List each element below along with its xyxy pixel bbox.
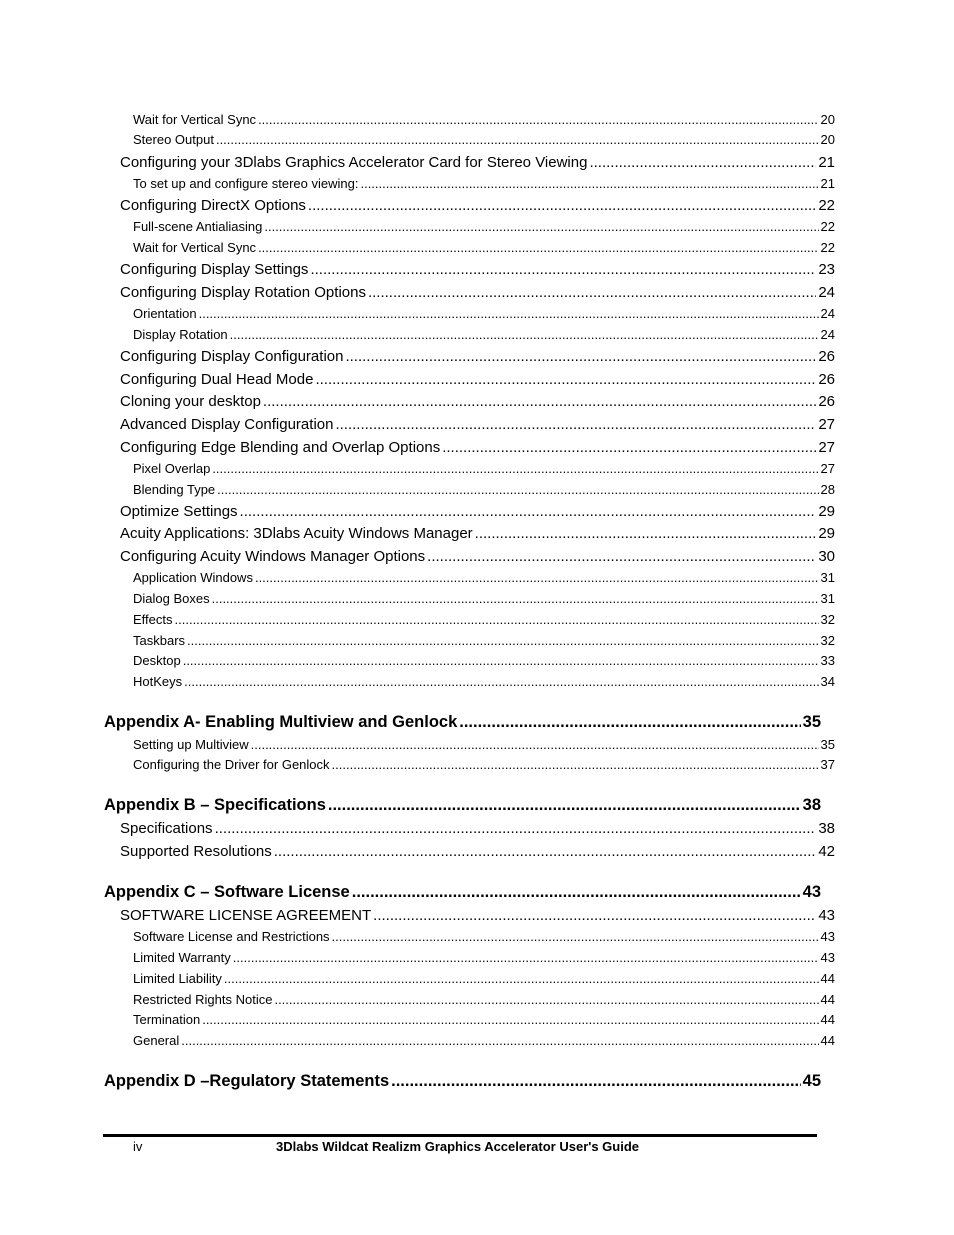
toc-entry[interactable] (120, 348, 835, 365)
toc-entry-page: 43 (818, 907, 835, 924)
toc-leader-dots (332, 757, 819, 772)
toc-entry-page: 38 (818, 820, 835, 837)
toc-entry-title: Configuring Dual Head Mode (120, 371, 314, 388)
toc-leader-dots (264, 219, 818, 234)
toc-entry[interactable] (133, 570, 835, 585)
toc-entry-title: Restricted Rights Notice (133, 992, 273, 1007)
toc-entry[interactable] (133, 240, 835, 255)
toc-entry-title: Specifications (120, 820, 213, 837)
toc-entry-page: 44 (820, 992, 835, 1007)
toc-entry[interactable] (133, 612, 835, 627)
toc-entry[interactable] (133, 674, 835, 689)
toc-leader-dots (230, 327, 819, 342)
toc-leader-dots (475, 525, 817, 542)
toc-entry[interactable] (133, 327, 835, 342)
toc-entry-page: 45 (802, 1072, 821, 1090)
toc-leader-dots (308, 197, 816, 214)
toc-entry-title: SOFTWARE LICENSE AGREEMENT (120, 907, 372, 924)
toc-leader-dots (199, 306, 819, 321)
toc-entry-page: 23 (818, 261, 835, 278)
toc-leader-dots (187, 633, 819, 648)
toc-entry-title: General (133, 1033, 180, 1048)
toc-entry[interactable] (120, 503, 835, 520)
toc-entry[interactable] (120, 820, 835, 837)
toc-entry-title: Stereo Output (133, 132, 214, 147)
toc-entry-page: 37 (820, 757, 835, 772)
toc-leader-dots (181, 1033, 818, 1048)
toc-entry[interactable] (133, 929, 835, 944)
footer-title: 3Dlabs Wildcat Realizm Graphics Accelerator User's Guide (276, 1139, 640, 1154)
toc-leader-dots (328, 796, 801, 815)
toc-entry-title: Configuring Acuity Windows Manager Options (120, 548, 426, 565)
toc-entry-title: Software License and Restrictions (133, 929, 330, 944)
toc-entry[interactable] (133, 757, 835, 772)
toc-entry-page: 30 (818, 548, 835, 565)
toc-entry-title: Configuring DirectX Options (120, 197, 306, 214)
toc-leader-dots (240, 503, 817, 520)
toc-entry-title: Application Windows (133, 570, 253, 585)
toc-entry-page: 44 (820, 1012, 835, 1027)
toc-entry-title: Wait for Vertical Sync (133, 112, 257, 127)
toc-entry-title: Configuring Display Rotation Options (120, 284, 366, 301)
toc-leader-dots (251, 737, 819, 752)
toc-entry-page: 20 (820, 132, 835, 147)
toc-leader-dots (360, 176, 818, 191)
toc-leader-dots (345, 348, 816, 365)
toc-entry[interactable] (133, 482, 835, 497)
toc-entry-title: Advanced Display Configuration (120, 416, 334, 433)
toc-entry-page: 27 (818, 416, 835, 433)
toc-entry[interactable] (120, 416, 835, 433)
toc-chapter-entry[interactable] (104, 883, 821, 902)
toc-entry-page: 29 (818, 503, 835, 520)
toc-entry-page: 34 (820, 674, 835, 689)
toc-chapter-entry[interactable] (104, 796, 821, 815)
toc-entry-title: Effects (133, 612, 173, 627)
toc-entry[interactable] (120, 548, 835, 565)
toc-entry[interactable] (133, 176, 835, 191)
toc-leader-dots (202, 1012, 818, 1027)
toc-entry-title: Configuring Edge Blending and Overlap Options (120, 439, 441, 456)
toc-leader-dots (310, 261, 816, 278)
toc-leader-dots (255, 570, 819, 585)
toc-entry-title: Configuring the Driver for Genlock (133, 757, 330, 772)
toc-entry-page: 24 (820, 327, 835, 342)
toc-leader-dots (216, 132, 819, 147)
toc-entry[interactable] (120, 393, 835, 410)
toc-entry[interactable] (120, 261, 835, 278)
toc-entry-page: 28 (820, 482, 835, 497)
toc-entry-title: Termination (133, 1012, 201, 1027)
toc-leader-dots (217, 482, 818, 497)
toc-entry[interactable] (120, 154, 835, 171)
toc-entry[interactable] (133, 737, 835, 752)
toc-chapter-entry[interactable] (104, 1072, 821, 1091)
toc-entry[interactable] (133, 461, 835, 476)
toc-entry[interactable] (133, 950, 835, 965)
toc-entry-page: 29 (818, 525, 835, 542)
toc-entry[interactable] (120, 525, 835, 542)
toc-entry-page: 26 (818, 348, 835, 365)
toc-entry-title: Limited Warranty (133, 950, 231, 965)
toc-leader-dots (258, 112, 818, 127)
toc-leader-dots (212, 591, 819, 606)
toc-entry[interactable] (133, 971, 835, 986)
toc-leader-dots (373, 907, 816, 924)
toc-entry-title: Limited Liability (133, 971, 222, 986)
toc-entry-page: 27 (818, 439, 835, 456)
toc-leader-dots (459, 713, 800, 732)
toc-entry[interactable] (133, 112, 835, 127)
toc-entry-title: To set up and configure stereo viewing: (133, 176, 359, 191)
toc-entry-title: Acuity Applications: 3Dlabs Acuity Windows Manager (120, 525, 473, 542)
toc-entry-page: 22 (820, 240, 835, 255)
toc-entry-title: Supported Resolutions (120, 843, 272, 860)
toc-entry-page: 22 (818, 197, 835, 214)
toc-entry-page: 31 (820, 591, 835, 606)
toc-leader-dots (368, 284, 816, 301)
toc-entry-title: Appendix C – Software License (104, 883, 350, 901)
toc-entry-title: Full-scene Antialiasing (133, 219, 263, 234)
toc-entry[interactable] (133, 306, 835, 321)
toc-entry[interactable] (120, 907, 835, 924)
toc-entry-page: 21 (820, 176, 835, 191)
footer-rule (103, 1134, 817, 1137)
toc-entry-title: Wait for Vertical Sync (133, 240, 257, 255)
toc-entry-page: 42 (818, 843, 835, 860)
toc-entry-page: 35 (820, 737, 835, 752)
toc-entry[interactable] (133, 591, 835, 606)
toc-entry-title: HotKeys (133, 674, 183, 689)
toc-leader-dots (274, 843, 817, 860)
toc-leader-dots (332, 929, 819, 944)
toc-entry[interactable] (133, 653, 835, 668)
toc-entry-title: Configuring Display Configuration (120, 348, 344, 365)
toc-leader-dots (183, 653, 819, 668)
toc-chapter-entry[interactable] (104, 713, 821, 732)
toc-leader-dots (263, 393, 816, 410)
toc-entry-title: Appendix A- Enabling Multiview and Genlock (104, 713, 458, 731)
toc-leader-dots (335, 416, 816, 433)
toc-entry-page: 24 (820, 306, 835, 321)
toc-leader-dots (352, 883, 801, 902)
toc-entry-page: 35 (802, 713, 821, 731)
toc-entry-page: 26 (818, 371, 835, 388)
toc-entry-page: 22 (820, 219, 835, 234)
toc-entry-title: Setting up Multiview (133, 737, 249, 752)
toc-entry-page: 44 (820, 1033, 835, 1048)
footer-page-number: iv (133, 1139, 143, 1154)
toc-leader-dots (233, 950, 819, 965)
toc-entry-title: Blending Type (133, 482, 216, 497)
toc-leader-dots (589, 154, 816, 171)
toc-entry[interactable] (120, 371, 835, 388)
toc-entry-page: 21 (818, 154, 835, 171)
toc-entry-title: Orientation (133, 306, 197, 321)
toc-entry[interactable] (133, 633, 835, 648)
toc-entry-page: 43 (820, 929, 835, 944)
toc-entry[interactable] (133, 1012, 835, 1027)
toc-entry[interactable] (120, 197, 835, 214)
toc-entry-page: 43 (802, 883, 821, 901)
toc-entry-page: 44 (820, 971, 835, 986)
toc-entry-title: Optimize Settings (120, 503, 238, 520)
toc-entry-page: 24 (818, 284, 835, 301)
toc-leader-dots (212, 461, 818, 476)
toc-leader-dots (184, 674, 818, 689)
toc-entry-title: Taskbars (133, 633, 186, 648)
toc-entry-page: 33 (820, 653, 835, 668)
toc-entry[interactable] (133, 992, 835, 1007)
toc-entry[interactable] (133, 219, 835, 234)
toc-leader-dots (224, 971, 819, 986)
toc-leader-dots (315, 371, 816, 388)
toc-entry-title: Cloning your desktop (120, 393, 261, 410)
toc-entry-page: 20 (820, 112, 835, 127)
toc-entry-title: Pixel Overlap (133, 461, 211, 476)
toc-entry-title: Configuring your 3Dlabs Graphics Accelerator Card for Stereo Viewing (120, 154, 588, 171)
toc-entry-page: 27 (820, 461, 835, 476)
toc-entry-title: Appendix D –Regulatory Statements (104, 1072, 390, 1090)
toc-entry-page: 26 (818, 393, 835, 410)
toc-entry-page: 32 (820, 612, 835, 627)
toc-entry[interactable] (133, 132, 835, 147)
toc-entry[interactable] (120, 843, 835, 860)
toc-leader-dots (258, 240, 818, 255)
toc-entry-page: 43 (820, 950, 835, 965)
toc-entry[interactable] (120, 284, 835, 301)
toc-leader-dots (442, 439, 816, 456)
toc-entry-title: Dialog Boxes (133, 591, 210, 606)
toc-entry-title: Display Rotation (133, 327, 228, 342)
toc-entry-page: 31 (820, 570, 835, 585)
toc-entry-title: Desktop (133, 653, 181, 668)
toc-leader-dots (215, 820, 817, 837)
toc-entry-page: 32 (820, 633, 835, 648)
toc-entry-title: Appendix B – Specifications (104, 796, 326, 814)
toc-leader-dots (391, 1072, 801, 1091)
toc-entry[interactable] (133, 1033, 835, 1048)
toc-leader-dots (175, 612, 819, 627)
toc-entry-page: 38 (802, 796, 821, 814)
toc-leader-dots (274, 992, 818, 1007)
toc-leader-dots (427, 548, 816, 565)
toc-entry[interactable] (120, 439, 835, 456)
toc-entry-title: Configuring Display Settings (120, 261, 309, 278)
